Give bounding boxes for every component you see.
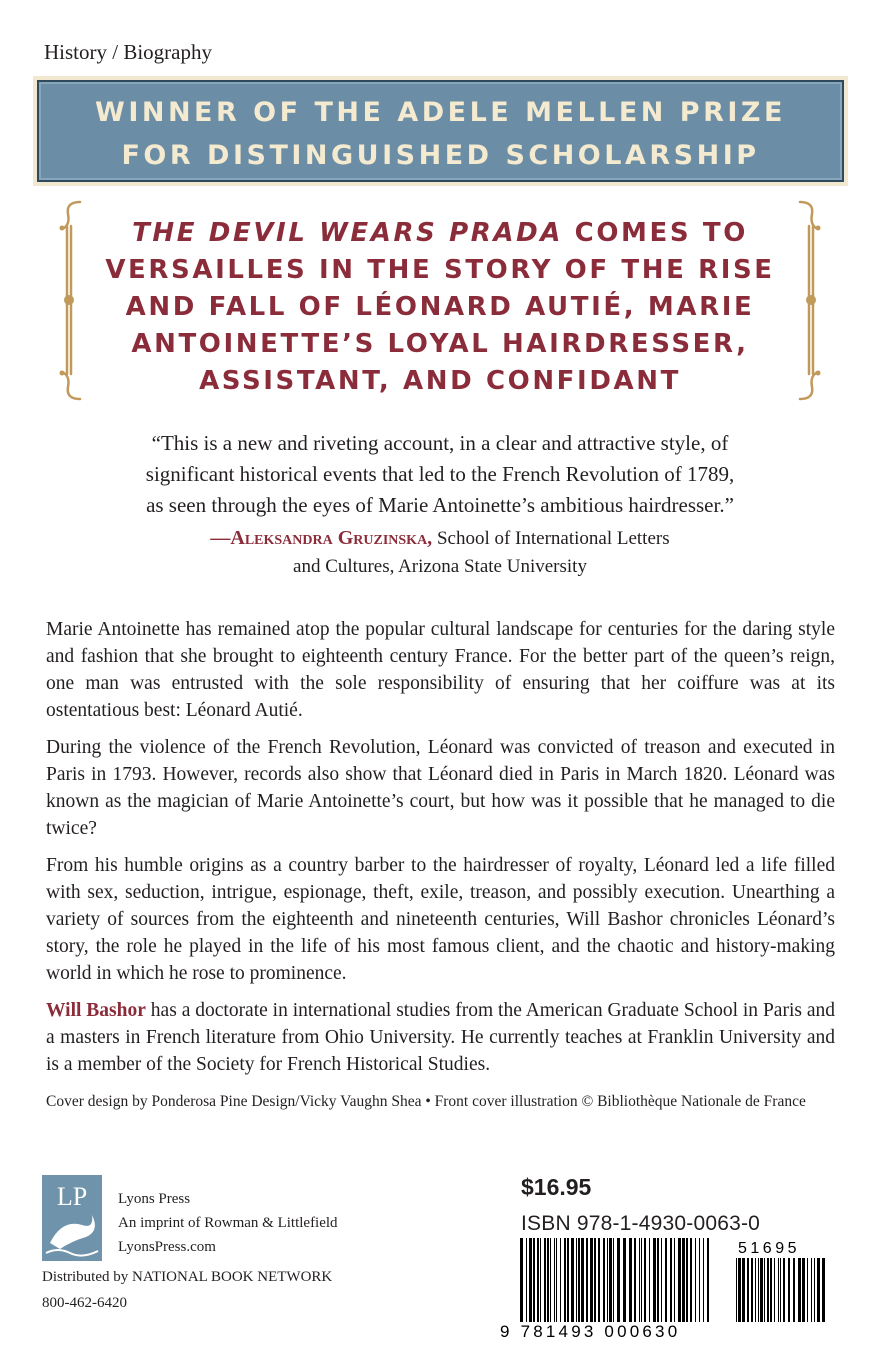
publisher-name: Lyons Press: [118, 1191, 191, 1207]
barcode-bar: [674, 1238, 675, 1322]
barcode-bar: [540, 1238, 541, 1322]
publisher-website: LyonsPress.com: [118, 1239, 216, 1255]
barcode-main-digits: 9 781493 000630: [500, 1322, 681, 1340]
barcode-bar: [758, 1258, 759, 1322]
barcode-bar: [822, 1258, 825, 1322]
quote-line-1: “This is a new and riveting account, in a clear and attractive style, of: [151, 431, 729, 455]
description: [46, 616, 835, 1088]
description-paragraph: Marie Antoinette has remained atop the popular cultural landscape for centuries for the daring style and fashion that she brought to eighteenth century France. For the better part of the queen’s reign, one man was entrusted with the sole responsibility of ensuring that her coiffure was at its ostentatious best: Léonard Autié.: [46, 619, 835, 721]
barcode-bar: [520, 1238, 523, 1322]
tagline-line-4: ANTOINETTE’S LOYAL HAIRDRESSER,: [131, 329, 749, 359]
barcode-bar: [770, 1258, 772, 1322]
barcode-bar: [747, 1258, 749, 1322]
endorser-affiliation-2: and Cultures, Arizona State University: [293, 556, 587, 577]
barcode-bar: [641, 1238, 642, 1322]
barcode-bar: [564, 1238, 566, 1322]
category-label: History / Biography: [44, 40, 212, 64]
barcode-bar: [690, 1238, 692, 1322]
barcode-bar: [682, 1238, 685, 1322]
author-bio: [46, 997, 835, 1078]
price: $16.95: [521, 1174, 592, 1200]
barcode-bar: [560, 1238, 561, 1322]
author-name: Will Bashor: [46, 1000, 146, 1021]
barcode-bar: [657, 1238, 659, 1322]
barcode-bar: [623, 1238, 626, 1322]
barcode-bar: [751, 1258, 753, 1322]
barcode-bar: [802, 1258, 805, 1322]
barcode-bar: [817, 1258, 820, 1322]
award-line-2: FOR DISTINGUISHED SCHOLARSHIP: [121, 140, 760, 171]
barcode-bar: [598, 1238, 600, 1322]
barcode-bar: [811, 1258, 812, 1322]
barcode-bar: [644, 1238, 646, 1322]
award-banner: [33, 76, 848, 186]
barcode-bar: [665, 1238, 667, 1322]
barcode-bar: [571, 1238, 574, 1322]
barcode-bar: [738, 1258, 741, 1322]
barcode-bar: [629, 1238, 632, 1322]
barcode-bar: [661, 1238, 662, 1322]
barcode-bar: [678, 1238, 681, 1322]
description-paragraph: During the violence of the French Revolution, Léonard was convicted of treason and executed in Paris in 1793. However, records also show that Léonard died in Paris in March 1820. Léonard was known as the magician of Marie Antoinette’s court, but how was it possible that he managed to die twice?: [46, 737, 835, 839]
barcode-bar: [607, 1238, 608, 1322]
barcode-bar: [603, 1238, 605, 1322]
barcode-bar: [537, 1238, 539, 1322]
barcode-bar: [550, 1238, 551, 1322]
left-bracket-ornament: [58, 198, 84, 403]
barcode-bar: [567, 1238, 569, 1322]
barcode-bar: [764, 1258, 765, 1322]
quote-line-2: significant historical events that led to the French Revolution of 1789,: [145, 462, 735, 486]
barcode-bar: [742, 1258, 745, 1322]
barcode-bar: [590, 1238, 593, 1322]
author-bio-text: has a doctorate in international studies from the American Graduate School in Paris and a masters in French literature from Ohio University. He currently teaches at Franklin University and is a member of the Society for French Historical Studies.: [46, 1000, 836, 1075]
barcode-bar: [755, 1258, 756, 1322]
barcode-bar: [686, 1238, 688, 1322]
book-title-italic: THE DEVIL WEARS PRADA: [132, 218, 564, 248]
isbn: ISBN 978-1-4930-0063-0: [521, 1212, 761, 1235]
barcode-bar: [554, 1238, 555, 1322]
barcode-bar: [670, 1238, 672, 1322]
barcode-bar: [578, 1238, 580, 1322]
barcode: [500, 1238, 840, 1340]
barcode-bar: [609, 1238, 612, 1322]
quote-attribution: [40, 524, 840, 581]
quote-line-3: as seen through the eyes of Marie Antoinette’s ambitious hairdresser.”: [146, 493, 734, 517]
barcode-bar: [788, 1258, 790, 1322]
publisher-imprint: An imprint of Rowman & Littlefield: [118, 1215, 338, 1231]
cover-credit: Cover design by Ponderosa Pine Design/Vicky Vaughn Shea • Front cover illustration © Bibliothèque Nationale de France: [46, 1093, 806, 1110]
publisher-logo: [42, 1175, 102, 1261]
description-paragraph: From his humble origins as a country barber to the hairdresser of royalty, Léonard led a life filled with sex, seduction, intrigue, espionage, theft, exile, treason, and possibly execution. Unearthing a variety of sources from the eighteenth and nineteenth centuries, Will Bashor chronicles Léonard’s story, the role he played in the life of his most famous client, and the chaotic and history-making world in which he rose to prominence.: [46, 855, 835, 984]
barcode-bar: [793, 1258, 795, 1322]
barcode-bar: [807, 1258, 808, 1322]
award-line-1: WINNER OF THE ADELE MELLEN PRIZE: [95, 97, 786, 128]
publisher-logo-text: LP: [56, 1182, 88, 1211]
barcode-bar: [649, 1238, 650, 1322]
award-banner-panel: [37, 80, 844, 182]
publisher-info: [118, 1187, 338, 1259]
barcode-bar: [544, 1238, 546, 1322]
distributor-name: Distributed by NATIONAL BOOK NETWORK: [42, 1269, 333, 1285]
distributor-info: [42, 1264, 332, 1316]
barcode-bar: [774, 1258, 775, 1322]
endorser-name: —Aleksandra Gruzinska,: [210, 527, 433, 549]
tagline-line-1: COMES TO: [563, 218, 748, 248]
barcode-bar: [581, 1238, 584, 1322]
barcode-bar: [533, 1238, 535, 1322]
barcode-bar: [798, 1258, 801, 1322]
barcode-bar: [613, 1238, 614, 1322]
tagline-line-5: ASSISTANT, AND CONFIDANT: [199, 366, 681, 396]
tagline-line-2: VERSAILLES IN THE STORY OF THE RISE: [105, 255, 775, 285]
barcode-bar: [780, 1258, 781, 1322]
distributor-phone: 800-462-6420: [42, 1295, 127, 1311]
barcode-bar: [556, 1238, 557, 1322]
barcode-bar: [767, 1258, 769, 1322]
barcode-bar: [653, 1238, 656, 1322]
barcode-bar: [594, 1238, 596, 1322]
barcode-bar: [639, 1238, 640, 1322]
barcode-bar: [814, 1258, 815, 1322]
barcode-bar: [707, 1238, 709, 1322]
barcode-bar: [586, 1238, 588, 1322]
barcode-bar: [547, 1238, 549, 1322]
endorsement-quote: [40, 428, 840, 521]
tagline-block: [58, 198, 822, 403]
tagline-text: [88, 215, 792, 400]
endorser-affiliation-1: School of International Letters: [432, 528, 670, 549]
tagline-line-3: AND FALL OF LÉONARD AUTIÉ, MARIE: [125, 292, 755, 322]
main-barcode-bars: [520, 1238, 709, 1322]
barcode-bar: [778, 1258, 779, 1322]
barcode-bar: [529, 1238, 532, 1322]
barcode-bar: [526, 1238, 527, 1322]
right-bracket-ornament: [796, 198, 822, 403]
barcode-bar: [576, 1238, 577, 1322]
barcode-bar: [736, 1258, 737, 1322]
addon-barcode-bars: [736, 1258, 825, 1322]
barcode-bar: [760, 1258, 763, 1322]
barcode-bar: [703, 1238, 704, 1322]
barcode-bar: [783, 1258, 785, 1322]
barcode-bar: [699, 1238, 700, 1322]
barcode-addon-digits: 51695: [738, 1240, 800, 1257]
barcode-bar: [617, 1238, 620, 1322]
barcode-bar: [695, 1238, 696, 1322]
barcode-bar: [634, 1238, 636, 1322]
